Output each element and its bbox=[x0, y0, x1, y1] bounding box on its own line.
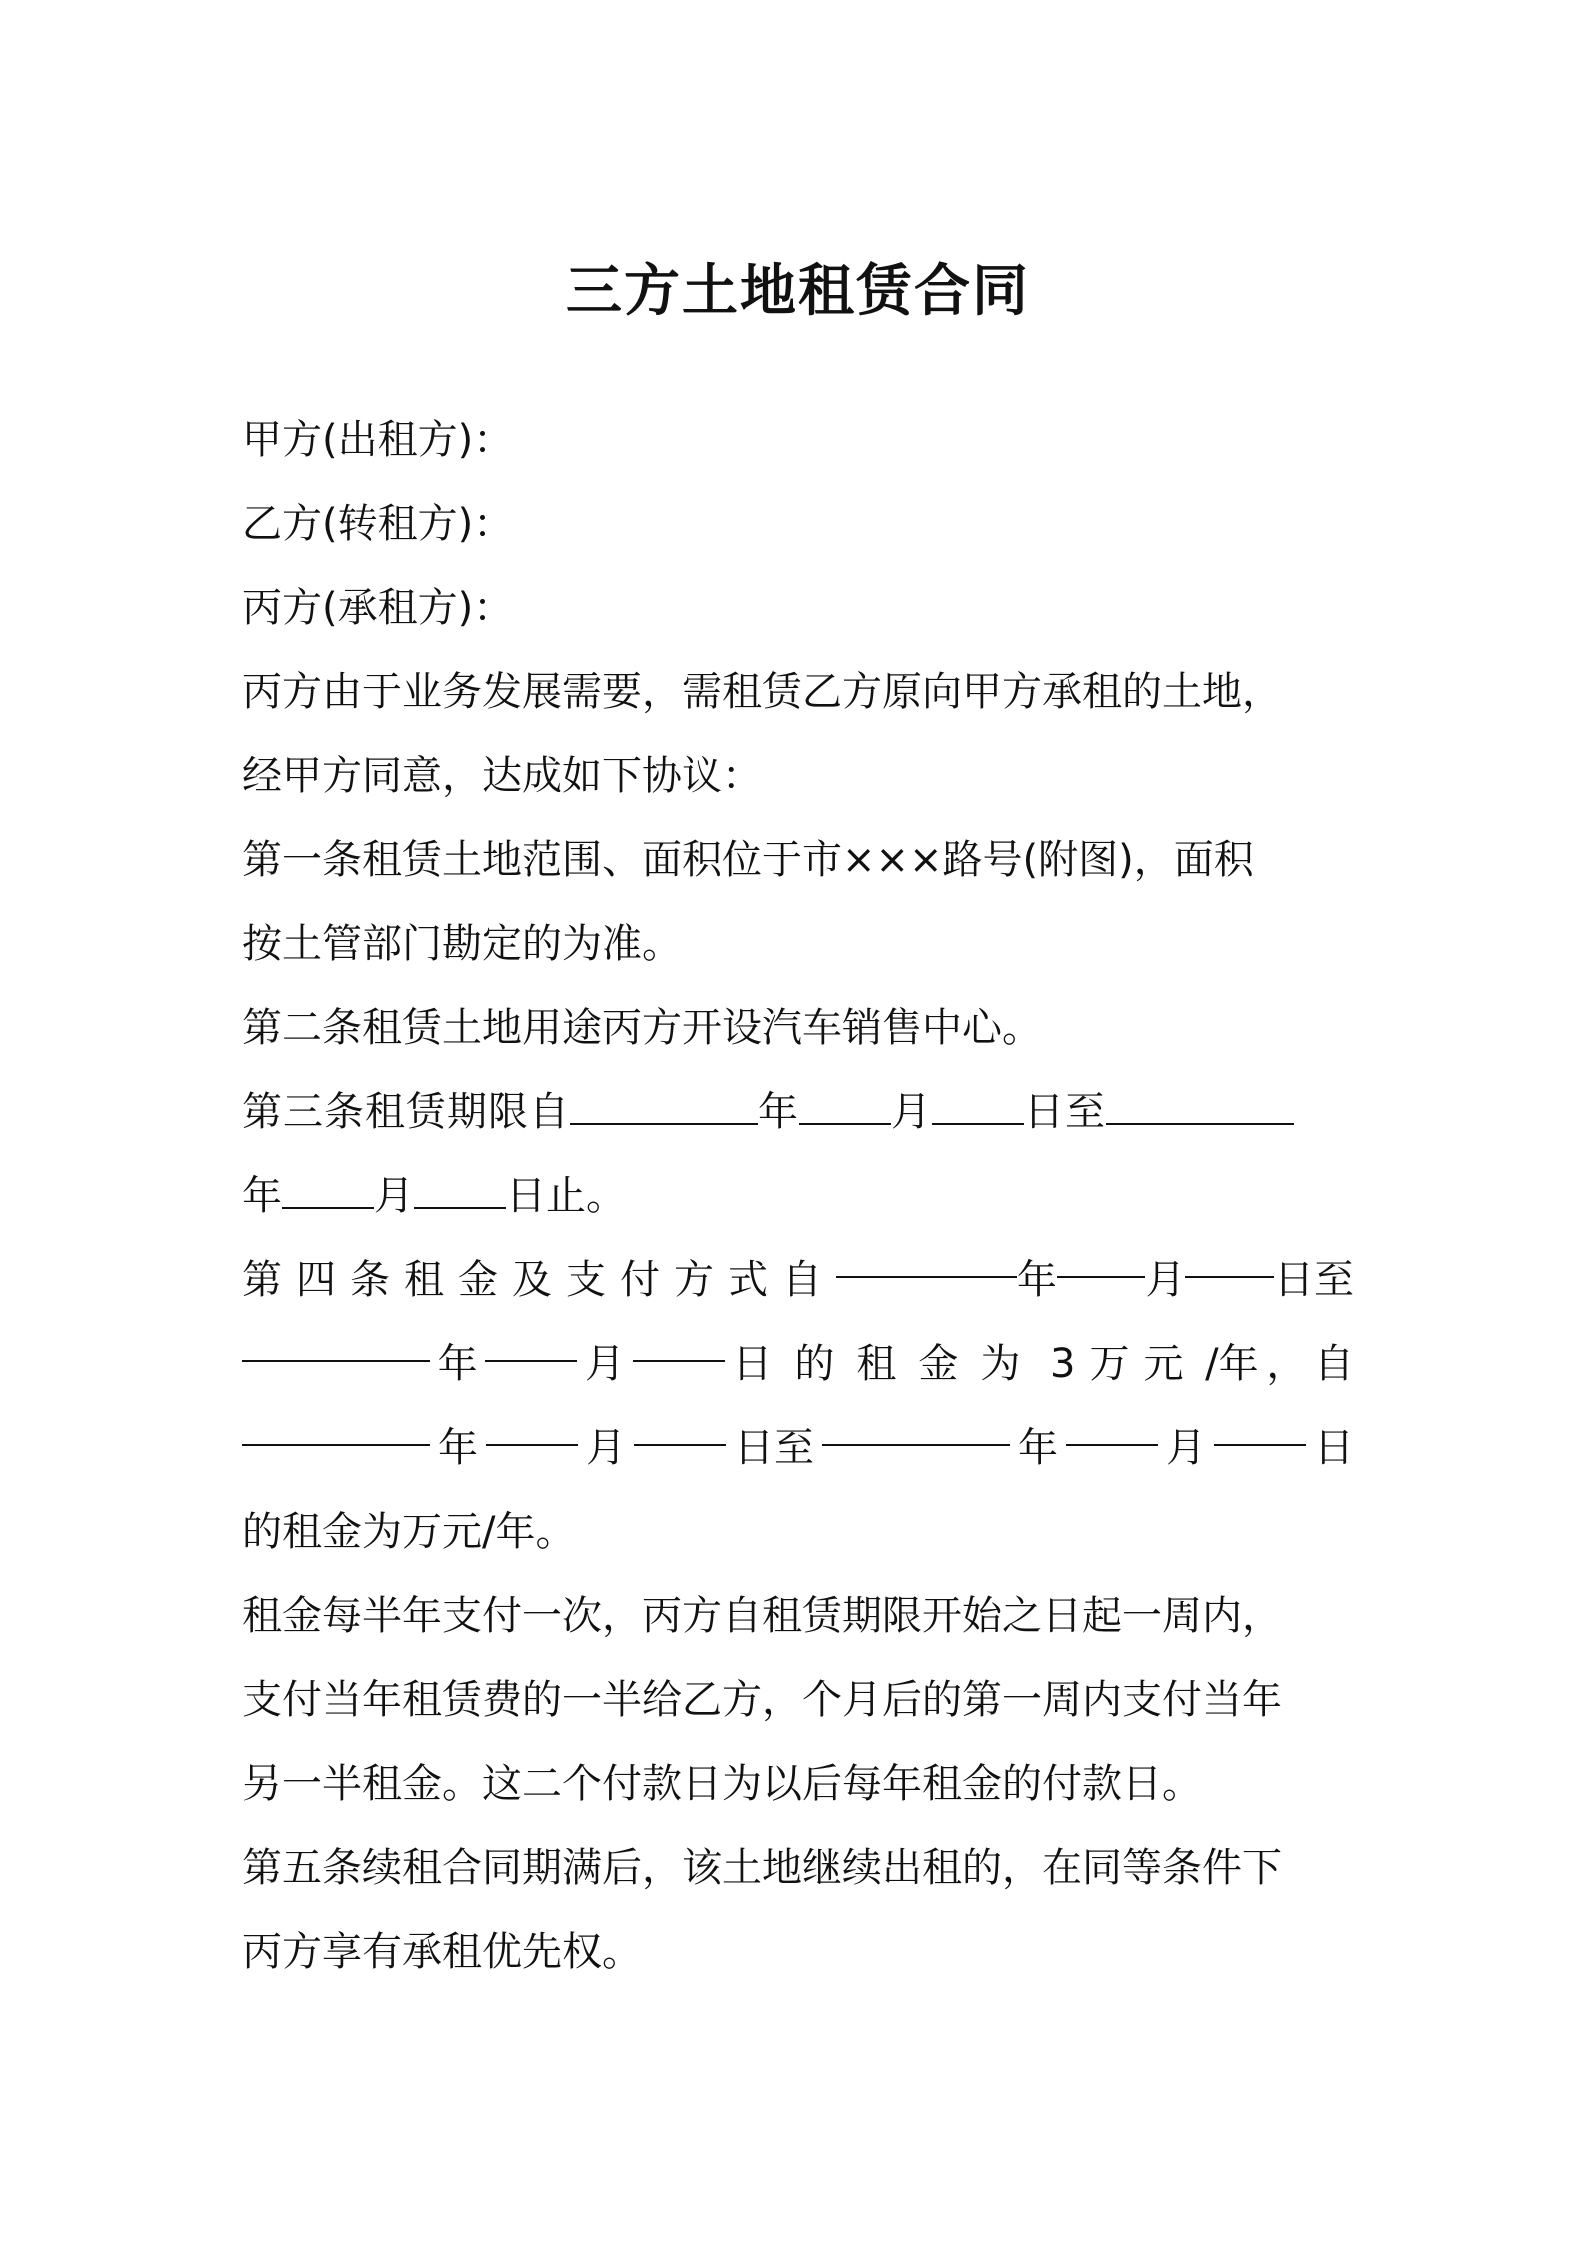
payment-line: 另一半租金。这二个付款日为以后每年租金的付款日。 bbox=[242, 1761, 1202, 1807]
day-label: 日 bbox=[1314, 1425, 1354, 1471]
day-blank[interactable] bbox=[932, 1085, 1024, 1125]
payment-line: 支付当年租赁费的一半给乙方，个月后的第一周内支付当年 bbox=[242, 1677, 1282, 1723]
month-blank[interactable] bbox=[799, 1085, 891, 1125]
article-3-line bbox=[242, 1154, 1354, 1238]
year-blank[interactable] bbox=[570, 1085, 758, 1125]
preamble-line: 丙方由于业务发展需要，需租赁乙方原向甲方承租的土地， bbox=[242, 669, 1282, 715]
article-5-line: 丙方享有承租优先权。 bbox=[242, 1929, 642, 1975]
article-4-text: 第四条租金及支付方式自 bbox=[242, 1257, 836, 1303]
article-5-line: 第五条续租合同期满后，该土地继续出租的，在同等条件下 bbox=[242, 1845, 1282, 1891]
article-1-line: 第一条租赁土地范围、面积位于市×××路号(附图)，面积 bbox=[242, 837, 1254, 883]
day-blank[interactable] bbox=[1185, 1238, 1274, 1278]
article-4-line bbox=[242, 1406, 1354, 1490]
payment-line: 租金每半年支付一次，丙方自租赁期限开始之日起一周内， bbox=[242, 1593, 1282, 1639]
year-label: 年 bbox=[758, 1089, 799, 1135]
article-2-line: 第二条租赁土地用途丙方开设汽车销售中心。 bbox=[242, 1005, 1042, 1051]
day-blank[interactable] bbox=[634, 1406, 726, 1446]
year-blank[interactable] bbox=[822, 1406, 1010, 1446]
article-3-text: 第三条租赁期限自 bbox=[242, 1089, 570, 1135]
party-a-line: 甲方(出租方)： bbox=[242, 417, 514, 463]
month-blank[interactable] bbox=[486, 1406, 578, 1446]
year-blank[interactable] bbox=[836, 1238, 1017, 1278]
month-label: 月 bbox=[585, 1341, 626, 1387]
rent-amount: 3万元 bbox=[1050, 1341, 1198, 1387]
article-4-line bbox=[242, 1238, 1354, 1322]
year-blank[interactable] bbox=[242, 1322, 430, 1362]
from-label: 自 bbox=[1313, 1341, 1354, 1387]
article-4-line bbox=[242, 1490, 1354, 1574]
preamble-line: 经甲方同意，达成如下协议： bbox=[242, 753, 762, 799]
article-1-line: 按土管部门勘定的为准。 bbox=[242, 921, 682, 967]
month-label: 月 bbox=[1145, 1257, 1186, 1303]
article-4-line bbox=[242, 1322, 1354, 1406]
day-to-label: 日至 bbox=[734, 1425, 814, 1471]
year-blank[interactable] bbox=[242, 1406, 430, 1446]
year-label: 年 bbox=[1018, 1425, 1058, 1471]
day-to-label: 日至 bbox=[1024, 1089, 1106, 1135]
year-label: 年 bbox=[437, 1341, 478, 1387]
day-end-label: 日止。 bbox=[506, 1173, 626, 1219]
month-label: 月 bbox=[374, 1173, 414, 1219]
party-b-line: 乙方(转租方)： bbox=[242, 501, 514, 547]
month-blank[interactable] bbox=[1066, 1406, 1158, 1446]
month-blank[interactable] bbox=[1057, 1238, 1146, 1278]
rent-unit: /年 bbox=[1205, 1341, 1259, 1387]
month-label: 月 bbox=[1166, 1425, 1206, 1471]
year-label: 年 bbox=[1016, 1257, 1057, 1303]
day-blank[interactable] bbox=[414, 1169, 506, 1209]
month-label: 月 bbox=[891, 1089, 932, 1135]
document-title: 三方土地租赁合同 bbox=[566, 259, 1030, 324]
year-label: 年 bbox=[438, 1425, 478, 1471]
month-blank[interactable] bbox=[282, 1169, 374, 1209]
comma: ， bbox=[1266, 1341, 1307, 1387]
article-3-line bbox=[242, 1070, 1354, 1154]
rent-label: 日的租金为 bbox=[732, 1341, 1043, 1387]
year-blank[interactable] bbox=[1106, 1085, 1294, 1125]
party-c-line: 丙方(承租方)： bbox=[242, 585, 514, 631]
day-to-label: 日至 bbox=[1273, 1257, 1354, 1303]
document-body bbox=[242, 398, 1354, 1994]
month-label: 月 bbox=[586, 1425, 626, 1471]
year-label: 年 bbox=[242, 1173, 282, 1219]
rent-text: 的租金为万元/年。 bbox=[242, 1509, 576, 1555]
day-blank[interactable] bbox=[1214, 1406, 1306, 1446]
day-blank[interactable] bbox=[633, 1322, 725, 1362]
month-blank[interactable] bbox=[485, 1322, 577, 1362]
